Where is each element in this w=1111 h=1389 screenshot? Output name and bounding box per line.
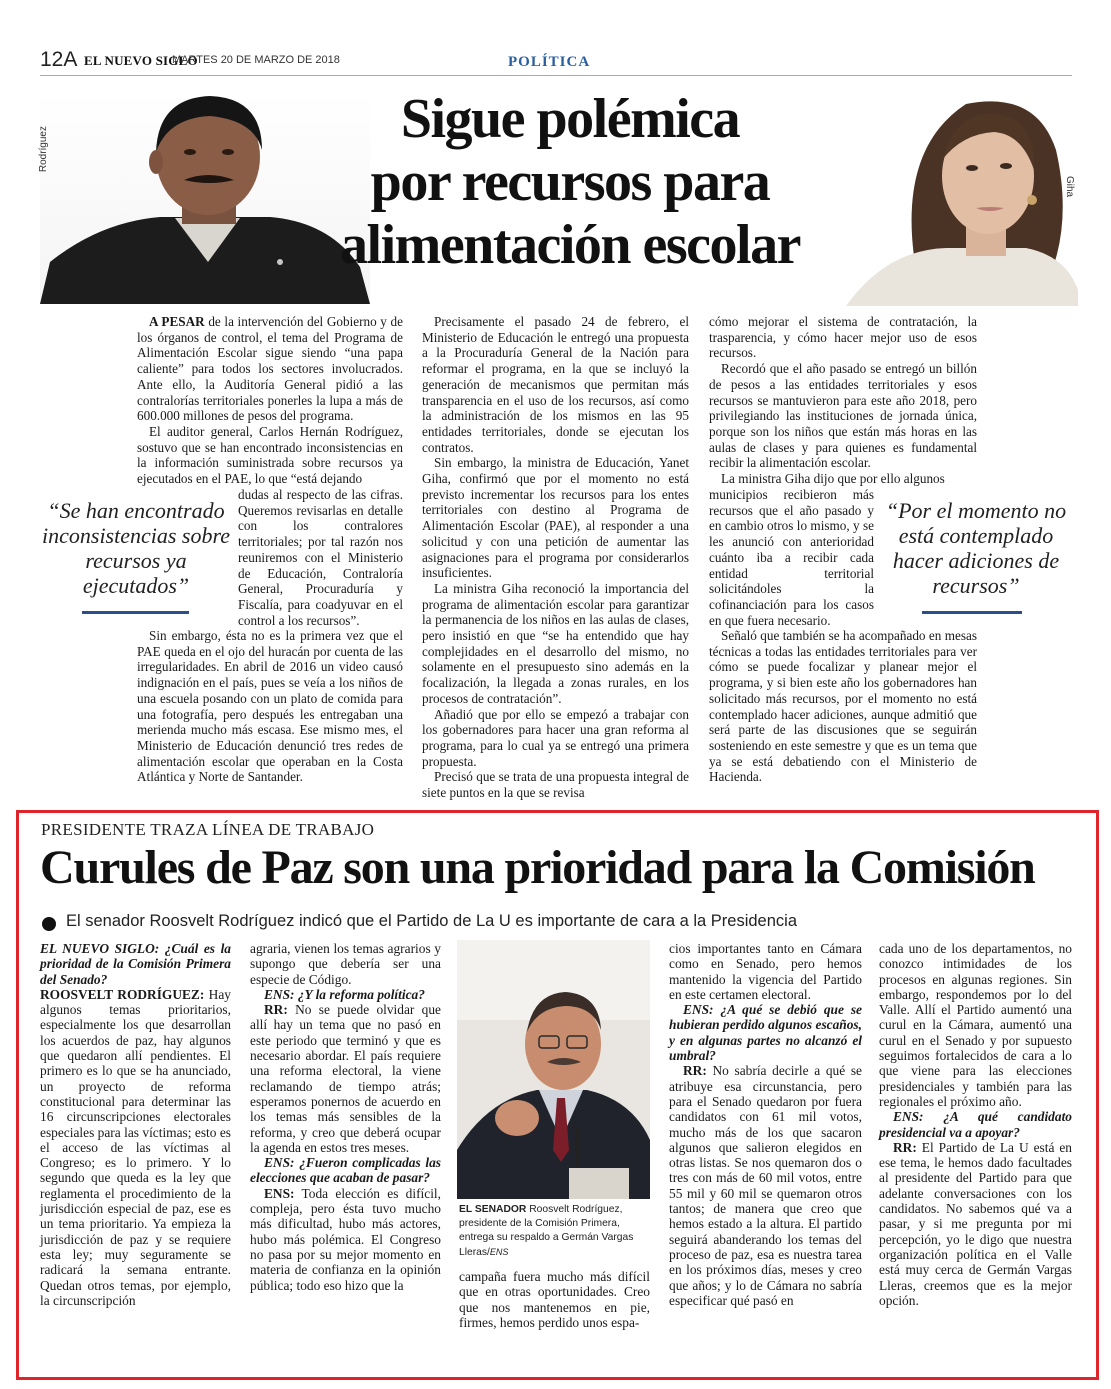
bullet-icon [42,917,56,931]
article2-deck: El senador Roosvelt Rodríguez indicó que el Partido de La U es importante de cara a la Presidencia [66,912,798,930]
article2-kicker: PRESIDENTE TRAZA LÍNEA DE TRABAJO [41,820,375,839]
paragraph: Precisamente el pasado 24 de febrero, el Ministerio de Educación le entregó una propuesta a la Procuraduría General de la Nación para reformar el programa, en la que se incluyó la generación de mecanismos que permitan más transparencia en el uso de los recursos, así como la administración de los mismos en las 95 entidades territoriales, donde se ejecutan los contratos. [422,314,689,455]
headline-line: alimentación escolar [340,214,800,276]
interview-question: ENS: ¿Fueron complicadas las elecciones que acaban de pasar? [250,1155,441,1186]
interview-answer: Hay algunos temas prioritarios, especialmente los que desarrollan los acuerdos de paz, hay algunos que quedaron allí pendientes. El primero es lo que se ha anunciado, un proyecto de reforma constitucional para determinar las 16 circunscripciones electorales especiales para las víctimas; esto es el acceso de las víctimas al Congreso; es lo primero. Y lo segundo que queda es la ley que reglamenta el procedimiento de la jurisdicción especial de paz, ese es un tema prioritario. Ya empieza la jurisdicción de paz y se requiere esta ley; muy seguramente se radicará la semana entrante. Quedan otros temas, por ejemplo, la circunscripción [40,986,231,1308]
paragraph: cómo mejorar el sistema de contratación, la trasparencia, y cómo hacer mejor uso de esos recursos. [709,314,977,361]
article1-column2 [422,314,689,801]
article1-column3-top [709,314,977,487]
paragraph: Precisó que se trata de una propuesta integral de siete puntos en la que se revisa [422,769,689,801]
photo-caption [459,1203,653,1260]
photo-credit-giha: Giha [1064,176,1075,198]
photo-senator [457,940,650,1199]
speaker-label: RR: [893,1139,917,1155]
interview-answer: No sabría decirle a qué se atribuye esa circunstancia, pero para el Senado quedaron por fuera candidatos con 61 mil votos, mucho más de los que sacaron algunos que salieron elegidos en otras listas. Se nos quemaron dos o tres con más de 60 mil votos, entre 55 mil y 60 mil se quemaron otros tantos; de manera que creo que hemos estado a la altura. El partido seguirá abanderando los temas del proceso de paz, esa es nuestra tarea en los próximos días, meses y creo que años; y lo de Cámara no sabría especificar qué pasó en [669,1063,862,1308]
lead-in: A PESAR [149,314,205,329]
interview-column5 [879,941,1072,1308]
pull-quote-rule [922,611,1022,614]
interview-column1 [40,941,231,1308]
header-rule [40,75,1072,76]
paragraph: Recordó que el año pasado se entregó un billón de pesos a las entidades territoriales y esos recursos se mantuvieron para este año 2018, pero privilegiando las instituciones de jornada única, porque son los niños que están más horas en las aulas de clases y para quienes es fundamental recibir la alimentación escolar. [709,361,977,471]
article-headline [320,88,820,277]
interview-answer: Toda elección es difícil, compleja, pero ésta tuvo mucho más dificultad, hubo más actores, hubo más polémica. El Congreso no pasa por su mejor momento en materia de confianza en la opinión pública; todo eso hizo que la [250,1185,441,1293]
headline-line: Sigue polémica [400,88,740,150]
speaker-label: RR: [683,1063,707,1079]
interview-column3 [459,1269,650,1330]
caption-text: Roosvelt Rodríguez, presidente de la Comisión Primera, entrega su respaldo a Germán Vargas Lleras/ [459,1204,634,1258]
speaker-label: RR: [264,1002,288,1018]
article2-headline: Curules de Paz son una prioridad para la Comisión [40,841,1035,894]
page-number: 12A [40,48,78,71]
interview-question: ENS: ¿Y la reforma política? [264,986,425,1002]
section-label: POLÍTICA [508,54,591,70]
paragraph: Señaló que también se ha acompañado en mesas técnicas a todas las entidades territoriales para ver cómo se puede focalizar y planear mejor el programa, y si bien este año los gobernadores han solicitado más recursos, por el momento no está contemplado hacer adiciones, aunque admitió que será parte de las discusiones que se seguirán sosteniendo en este semestre y que es un tema que ya se está debatiendo con el Ministerio de Hacienda. [709,628,977,785]
interview-answer: cios importantes tanto en Cámara como en Senado, pero hemos mantenido la vigencia del Partido en este certamen electoral. [669,941,862,1002]
caption-credit: ENS [489,1247,509,1257]
interview-answer: cada uno de los departamentos, no conozco intimidades de los procesos en algunas regiones. Sin embargo, respondemos por lo del Valle. Allí el Partido aumentó una curul en la Cámara, aumentó una curul en el Senado y por supuesto seguimos fortalecidos de cara a lo que viene para las elecciones presidenciales y también para las regionales el próximo año. [879,941,1072,1109]
interview-question: ENS: ¿A qué candidato presidencial va a apoyar? [879,1109,1072,1140]
interview-answer: agraria, vienen los temas agrarios y supongo que debería ser una especie de Código. [250,941,441,987]
paragraph: municipios recibieron más recursos que el año pasado y en cambio otros lo mismo, y se les anunció con anterioridad cuánto iba a recibir cada entidad territorial solicitándoles la cofinanciación para los casos en que fuera necesario. [709,487,874,628]
pull-quote-left: “Se han encontrado inconsistencias sobre recursos ya ejecutados” [42,498,230,598]
paragraph: Sin embargo, la ministra de Educación, Yanet Giha, confirmó que por el momento no está previsto incrementar los recursos para los entes territoriales con destino al Programa de Alimentación Escolar (PAE), al responder a una solicitud y con una petición de aumentar las asignaciones para el programa por considerarlos insuficientes. [422,455,689,581]
article1-column3-bottom [709,628,977,785]
interview-column2 [250,941,441,1293]
pull-quote-rule [82,611,189,614]
publication-date: MARTES 20 DE MARZO DE 2018 [172,54,340,66]
photo-credit-rodriguez: Rodríguez [38,126,49,173]
article1-column1-top [137,314,403,487]
headline-line: por recursos para [370,151,770,213]
paragraph: Añadió que por ello se empezó a trabajar con los gobernadores para hacer una gran reforma al programa, para lo cual ya se entregó una primera propuesta. [422,706,689,769]
interview-answer: El Partido de La U está en ese tema, le hemos dado facultades al presidente del Partido para que adelante conversaciones con los candidatos. No sabemos qué va a pasar, y si me pregunta por mi percepción, yo le digo que nuestra organización política en el Valle está muy cerca de Germán Vargas Lleras, creemos que es la mejor opción. [879,1139,1072,1308]
interview-question: ENS: ¿A qué se debió que se hubieran perdido algunos escaños, y en algunas partes no alcanzó el umbral? [669,1002,862,1064]
article1-column1-narrow [238,487,403,628]
paragraph: de la intervención del Gobierno y de los órganos de control, el tema del Programa de Alimentación Escolar sigue siendo “una papa caliente” para todos los sectores involucrados. Ante ello, la Auditoría General pidió a las contralorías territoriales ponerles la lupa a más de 600.000 millones de pesos del programa. [137,314,403,424]
pull-quote-right: “Por el momento no está contemplado hacer adiciones de recursos” [885,498,1067,598]
interview-question: EL NUEVO SIGLO: ¿Cuál es la prioridad de la Comisión Primera del Senado? [40,941,231,987]
caption-lead: EL SENADOR [459,1204,527,1215]
photo-giha [826,80,1078,306]
interview-answer: campaña fuera mucho más difícil que en otras oportunidades. Creo que nos mantenemos en pie, firmes, hemos perdido unos espa- [459,1269,650,1330]
paragraph: El auditor general, Carlos Hernán Rodríguez, sostuvo que se han encontrado inconsistencias en la información suministrada sobre recursos ya ejecutados en el PAE, lo que “está dejando [137,423,403,487]
interview-column4 [669,941,862,1308]
article1-column3-narrow [709,487,874,628]
masthead: EL NUEVO SIGLO [84,53,198,68]
paragraph: La ministra Giha reconoció la importancia del programa de alimentación escolar para garantizar la permanencia de los niños en las aulas de clases, pero insistió en que “se ha entendido que hay complejidades en el desarrollo del mismo, no solamente en el presupuesto sino además en la focalización, la llegada a zonas rurales, en los procesos de contratación”. [422,580,689,706]
speaker-label: ROOSVELT RODRÍGUEZ: [40,986,205,1002]
paragraph: Sin embargo, ésta no es la primera vez que el PAE queda en el ojo del huracán por cuenta de las irregularidades. En abril de 2016 un video causó indignación en el país, pues se veía a los niños de una escuela posando con un plato de comida para una fotografía, pero después les entregaban una merienda mucho más escasa. Ese mismo mes, el Ministerio de Educación denunció tres redes de alimentación escolar que operaban en la Costa Atlántica y Norte de Santander. [137,628,403,785]
paragraph: dudas al respecto de las cifras. Queremos revisarlas en detalle con los contralores territoriales; por tal razón nos reuniremos con el Ministerio de Educación, Contraloría General, Procuraduría y Fiscalía, para coadyuvar en el control a los recursos”. [238,487,403,628]
speaker-label: ENS: [264,1185,295,1201]
paragraph: La ministra Giha dijo que por ello algunos [721,471,945,487]
interview-answer: No se puede olvidar que allí hay un tema que no pasó en este periodo que terminó y que es necesario abordar. El país requiere una reforma electoral, la viene reclamando de tiempo atrás; esperamos ponernos de acuerdo en los temas más sensibles de la reforma, y creo que deberá ocupar la agenda en estos tres meses. [250,1002,441,1155]
article1-column1-bottom [137,628,403,785]
